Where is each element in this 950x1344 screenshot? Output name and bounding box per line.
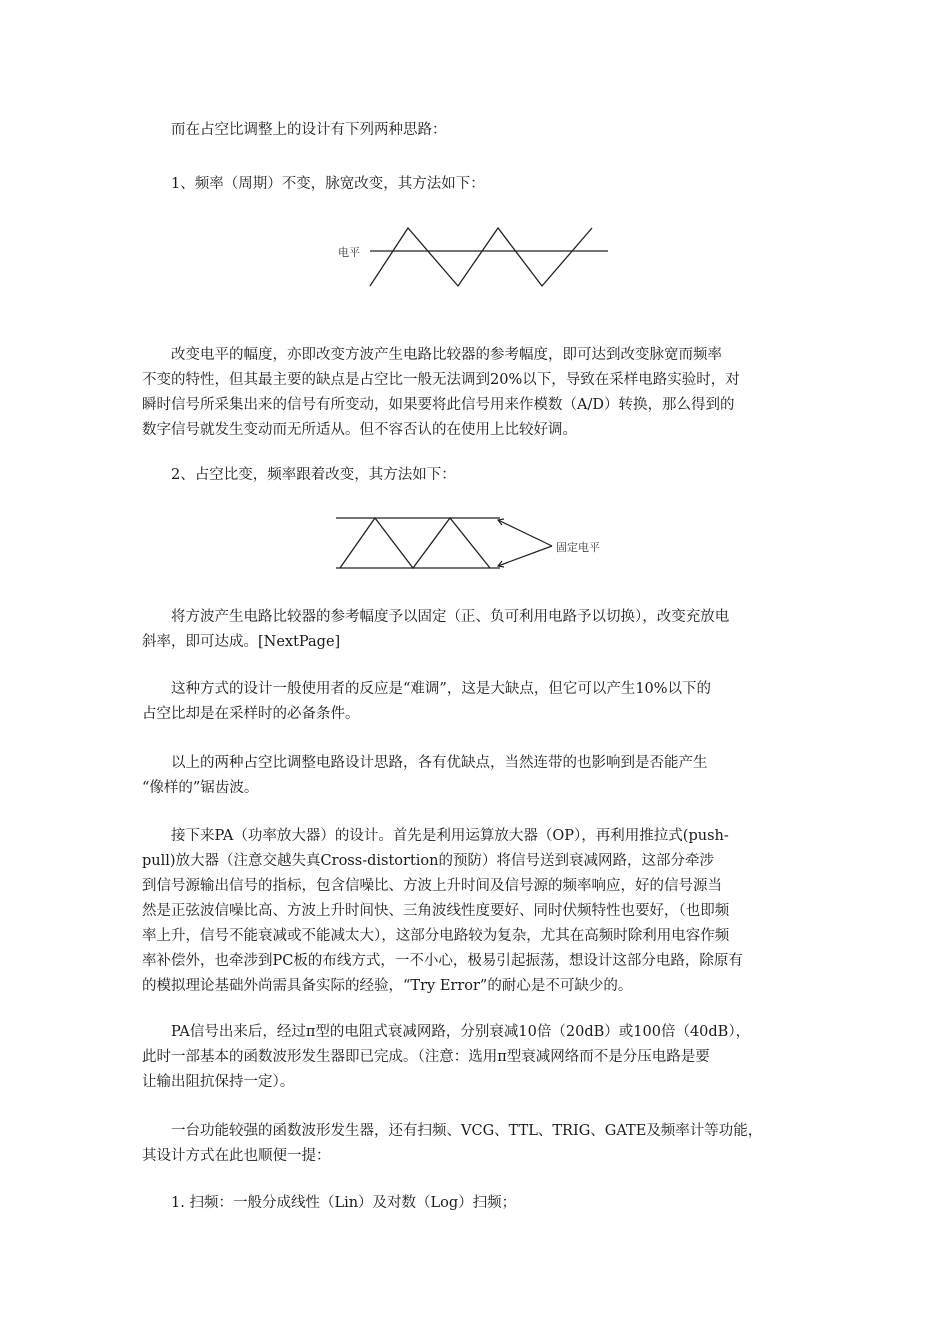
heading-method-2	[142, 463, 810, 488]
figure-fixed-level	[330, 510, 630, 580]
text-line: 不变的特性，但其最主要的缺点是占空比一般无法调到20%以下，导致在采样电路实验时，对	[142, 372, 740, 388]
text-line: 1、频率（周期）不变，脉宽改变，其方法如下：	[142, 176, 485, 192]
paragraph-intro	[142, 118, 810, 143]
text-line: 占空比却是在采样时的必备条件。	[142, 706, 360, 722]
text-line: 瞬时信号所采集出来的信号有所变动，如果要将此信号用来作模数（A/D）转换，那么得到的	[142, 397, 735, 413]
level-label: 电平	[338, 246, 360, 259]
paragraph-features	[142, 1119, 810, 1169]
text-line: pull)放大器（注意交越失真Cross-distortion的预防）将信号送到衰减网路，这部分牵涉	[142, 853, 714, 869]
text-line: 改变电平的幅度，亦即改变方波产生电路比较器的参考幅度，即可达到改变脉宽而频率	[142, 347, 722, 363]
paragraph-attenuation	[142, 1020, 810, 1095]
heading-method-1	[142, 172, 810, 197]
arrow-upper	[498, 520, 552, 546]
text-line: 以上的两种占空比调整电路设计思路，各有优缺点，当然连带的也影响到是否能产生	[142, 755, 708, 771]
text-line: 率补偿外，也牵涉到PC板的布线方式，一不小心，极易引起振荡，想设计这部分电路，除原有	[142, 953, 743, 969]
text-line: 而在占空比调整上的设计有下列两种思路：	[142, 122, 447, 138]
text-line: 数字信号就发生变动而无所适从。但不容否认的在使用上比较好调。	[142, 422, 577, 438]
text-line: 的模拟理论基础外尚需具备实际的经验，“Try Error”的耐心是不可缺少的。	[142, 978, 633, 994]
paragraph-summary	[142, 751, 810, 801]
text-line: “像样的”锯齿波。	[142, 780, 259, 796]
text-line: 此时一部基本的函数波形发生器即已完成。（注意：选用π型衰减网络而不是分压电路是要	[142, 1049, 710, 1065]
paragraph-method-1-desc	[142, 343, 810, 443]
text-line: 接下来PA（功率放大器）的设计。首先是利用运算放大器（OP），再利用推拉式(push-	[142, 828, 729, 844]
triangle-wave	[370, 228, 592, 286]
text-line: 其设计方式在此也顺便一提：	[142, 1148, 331, 1164]
paragraph-pa-design	[142, 824, 810, 999]
text-line: 率上升，信号不能衰减或不能减太大），这部分电路较为复杂，尤其在高频时除利用电容作频	[142, 928, 730, 944]
text-line: PA信号出来后，经过π型的电阻式衰减网路，分别衰减10倍（20dB）或100倍（40dB），	[142, 1024, 751, 1040]
fixed-level-label: 固定电平	[556, 541, 600, 554]
paragraph-method-2-desc	[142, 605, 810, 655]
figure-variable-level	[320, 222, 620, 294]
text-line: 1. 扫频：一般分成线性（Lin）及对数（Log）扫频；	[142, 1195, 517, 1211]
triangle-wave-diagram	[320, 222, 620, 294]
text-line: 斜率，即可达成。[NextPage]	[142, 634, 341, 650]
text-line: 将方波产生电路比较器的参考幅度予以固定（正、负可利用电路予以切换），改变充放电	[142, 609, 730, 625]
text-line: 这种方式的设计一般使用者的反应是“难调”，这是大缺点，但它可以产生10%以下的	[142, 681, 712, 697]
text-line: 一台功能较强的函数波形发生器，还有扫频、VCG、TTL、TRIG、GATE及频率计等功能，	[142, 1123, 763, 1139]
text-line: 到信号源输出信号的指标，包含信噪比、方波上升时间及信号源的频率响应，好的信号源当	[142, 878, 722, 894]
paragraph-drawback	[142, 677, 810, 727]
triangle-wave	[340, 518, 490, 568]
text-line: 2、占空比变，频率跟着改变，其方法如下：	[142, 467, 456, 483]
text-line: 然是正弦波信噪比高、方波上升时间快、三角波线性度要好、同时伏频特性也要好，（也即频	[142, 903, 730, 919]
list-item-sweep	[142, 1191, 810, 1216]
fixed-level-diagram	[330, 510, 630, 580]
text-line: 让输出阻抗保持一定）。	[142, 1074, 295, 1090]
arrow-lower	[498, 546, 552, 566]
